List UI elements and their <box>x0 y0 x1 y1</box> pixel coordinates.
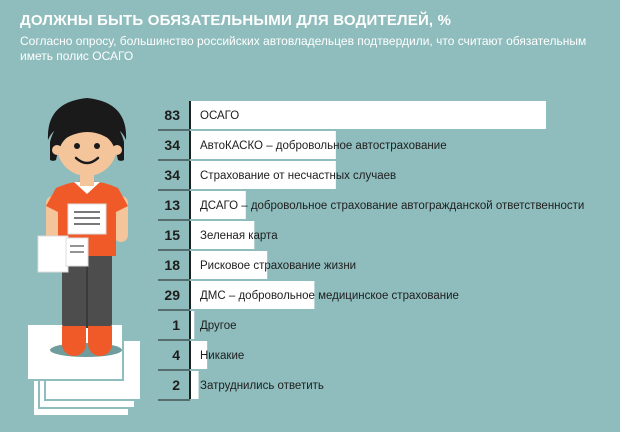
value-label: 83 <box>164 107 180 123</box>
category-label: Зеленая карта <box>200 230 278 242</box>
category-label: ДМС – добровольное медицинское страхование <box>200 290 459 302</box>
category-label: Рисковое страхование жизни <box>200 260 357 272</box>
value-label: 29 <box>164 287 180 303</box>
value-label: 34 <box>164 137 180 153</box>
category-label: АвтоКАСКО – добровольное автострахование <box>200 140 447 152</box>
category-label: ДСАГО – добровольное страхование автогражданской ответственности <box>200 200 585 212</box>
value-label: 15 <box>164 227 180 243</box>
value-label: 13 <box>164 197 180 213</box>
value-label: 34 <box>164 167 180 183</box>
category-label: Другое <box>200 320 237 332</box>
value-label: 4 <box>172 347 180 363</box>
category-label: Затруднились ответить <box>200 380 324 392</box>
person-holding-documents-icon <box>27 98 141 416</box>
category-label: ОСАГО <box>200 110 240 122</box>
value-label: 2 <box>172 377 180 393</box>
value-label: 18 <box>164 257 180 273</box>
category-label: Страхование от несчастных случаев <box>200 170 397 182</box>
bar-1 <box>190 101 546 129</box>
bar-10 <box>190 371 199 399</box>
chart-title: ДОЛЖНЫ БЫТЬ ОБЯЗАТЕЛЬНЫМИ ДЛЯ ВОДИТЕЛЕЙ, % <box>20 12 452 29</box>
bar-group <box>158 101 584 400</box>
value-label: 1 <box>172 317 180 333</box>
category-label: Никакие <box>200 350 245 362</box>
chart-subtitle: Согласно опросу, большинство российских автовладельцев подтвердили, что считают обязательным иметь полис ОСАГО <box>20 34 587 63</box>
